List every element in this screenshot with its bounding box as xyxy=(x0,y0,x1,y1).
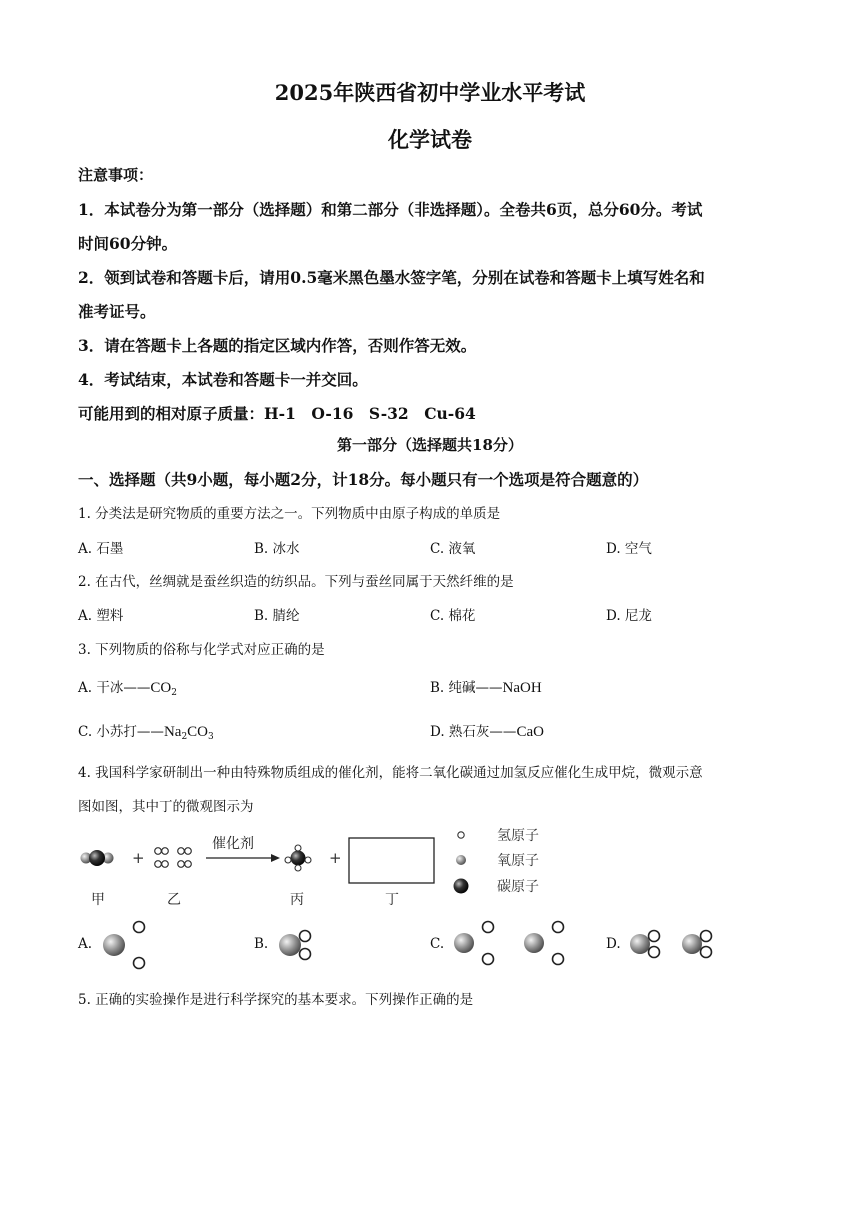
note-line: 3．请在答题卡上各题的指定区域内作答，否则作答无效。 xyxy=(78,336,477,355)
unknown-box xyxy=(349,838,434,883)
q4-stem-line2: 图如图，其中丁的微观图示为 xyxy=(78,799,254,815)
legend-oxygen: 氧原子 xyxy=(497,853,539,869)
section-title: 第一部分（选择题共18分） xyxy=(337,436,523,454)
q4-option-c-label: C. xyxy=(430,936,445,952)
label-bing: 丙 xyxy=(290,892,304,908)
q4-option-d-molecules xyxy=(624,916,724,974)
section-heading: 一、选择题（共9小题，每小题2分，计18分。每小题只有一个选项是符合题意的） xyxy=(78,470,649,489)
molecule-jia xyxy=(81,850,114,866)
note-line: 2．领到试卷和答题卡后，请用0.5毫米黑色墨水签字笔，分别在试卷和答题卡上填写姓名和 xyxy=(78,268,705,287)
legend-hydrogen: 氢原子 xyxy=(497,828,539,844)
note-line: 4．考试结束，本试卷和答题卡一并交回。 xyxy=(78,370,368,389)
q4-option-a-molecule xyxy=(96,916,156,974)
legend-carbon: 碳原子 xyxy=(497,879,539,895)
q1-option-b: B. 冰水 xyxy=(254,541,300,557)
molecule-yi xyxy=(155,848,192,868)
plus-sign: + xyxy=(132,849,145,867)
q3-option-c: C. 小苏打$——Na_2CO_3$ xyxy=(78,724,214,742)
atomic-masses: 可能用到的相对原子质量：H-1 O-16 S-32 Cu-64 xyxy=(78,404,476,423)
q4-option-a-label: A. xyxy=(78,936,93,952)
q4-option-b-label: B. xyxy=(254,936,269,952)
q4-reaction-diagram xyxy=(70,818,570,918)
label-ding: 丁 xyxy=(385,892,399,908)
q1-stem: 1. 分类法是研究物质的重要方法之一。下列物质中由原子构成的单质是 xyxy=(78,506,501,522)
molecule-bing xyxy=(285,845,311,871)
q2-option-d: D. 尼龙 xyxy=(606,608,652,624)
q4-option-b-molecule xyxy=(272,916,332,974)
q5-stem: 5. 正确的实验操作是进行科学探究的基本要求。下列操作正确的是 xyxy=(78,992,474,1008)
arrow-head xyxy=(271,854,280,862)
q3-stem: 3. 下列物质的俗称与化学式对应正确的是 xyxy=(78,642,325,658)
label-yi: 乙 xyxy=(167,892,181,908)
q4-option-c-molecules xyxy=(448,916,578,974)
note-line: 时间60分钟。 xyxy=(78,234,178,253)
q3-option-a: A. 干冰$——CO_2$ xyxy=(78,680,177,698)
q4-option-d-label: D. xyxy=(606,936,621,952)
q4-stem-line1: 4. 我国科学家研制出一种由特殊物质组成的催化剂，能将二氧化碳通过加氢反应催化生成甲烷，微观示意 xyxy=(78,765,703,781)
q2-option-c: C. 棉花 xyxy=(430,608,476,624)
plus-sign: + xyxy=(329,849,342,867)
q2-option-a: A. 塑料 xyxy=(78,608,124,624)
q1-option-d: D. 空气 xyxy=(606,541,652,557)
q1-option-a: A. 石墨 xyxy=(78,541,124,557)
label-jia: 甲 xyxy=(91,892,105,908)
q3-option-d: D. 熟石灰——CaO xyxy=(430,724,544,740)
note-line: 1．本试卷分为第一部分（选择题）和第二部分（非选择题）。全卷共6页，总分60分。考试 xyxy=(78,200,703,219)
q2-option-b: B. 腈纶 xyxy=(254,608,300,624)
note-line: 准考证号。 xyxy=(78,302,156,321)
q2-stem: 2. 在古代，丝绸就是蚕丝织造的纺织品。下列与蚕丝同属于天然纤维的是 xyxy=(78,574,514,590)
catalyst-label: 催化剂 xyxy=(212,836,254,852)
notes-heading: 注意事项： xyxy=(78,166,154,184)
exam-subtitle: 化学试卷 xyxy=(388,127,472,152)
exam-title: 2025年陕西省初中学业水平考试 xyxy=(274,80,586,105)
q1-option-c: C. 液氧 xyxy=(430,541,476,557)
legend xyxy=(454,828,540,895)
q3-option-b: B. 纯碱——NaOH xyxy=(430,680,542,696)
